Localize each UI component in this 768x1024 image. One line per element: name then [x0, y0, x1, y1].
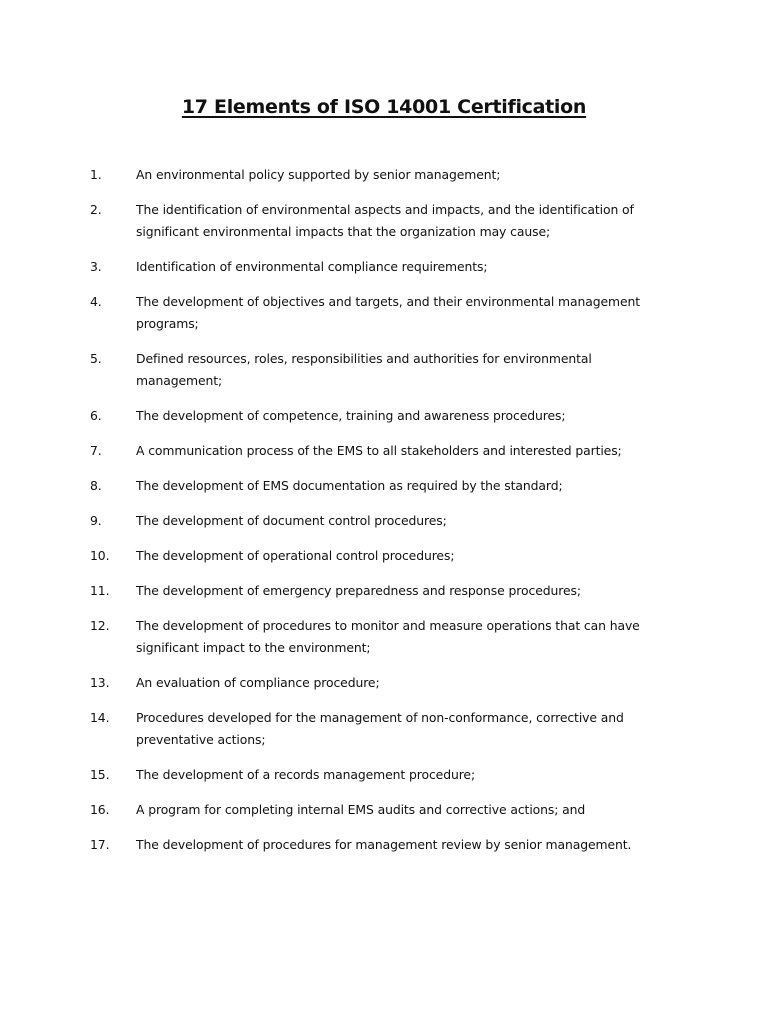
list-item-number: 10. — [90, 548, 110, 563]
list-item — [90, 615, 670, 659]
list-item — [90, 510, 670, 532]
list-item-number: 7. — [90, 443, 102, 458]
list-item-text: The development of procedures to monitor and measure operations that can have significant impact to the environment; — [136, 618, 640, 655]
list-item-number: 2. — [90, 202, 102, 217]
list-item — [90, 440, 670, 462]
list-item-number: 13. — [90, 675, 110, 690]
list-item-number: 12. — [90, 618, 110, 633]
list-item — [90, 475, 670, 497]
elements-list — [90, 164, 670, 856]
list-item — [90, 672, 670, 694]
list-item-text: The development of EMS documentation as required by the standard; — [136, 478, 563, 493]
list-item — [90, 580, 670, 602]
list-item-text: The development of procedures for management review by senior management. — [136, 837, 632, 852]
list-item-number: 17. — [90, 837, 110, 852]
list-item-number: 6. — [90, 408, 102, 423]
list-item-number: 4. — [90, 294, 102, 309]
list-item-text: The development of emergency preparedness and response procedures; — [136, 583, 581, 598]
list-item-text: The development of a records management procedure; — [136, 767, 476, 782]
list-item-text: The development of competence, training and awareness procedures; — [136, 408, 566, 423]
list-item-text: Identification of environmental compliance requirements; — [136, 259, 488, 274]
list-item-text: A program for completing internal EMS audits and corrective actions; and — [136, 802, 586, 817]
list-item — [90, 799, 670, 821]
list-item — [90, 405, 670, 427]
list-item-number: 11. — [90, 583, 110, 598]
list-item-text: The identification of environmental aspects and impacts, and the identification of significant environmental impacts that the organization may cause; — [136, 202, 634, 239]
list-item-text: A communication process of the EMS to all stakeholders and interested parties; — [136, 443, 622, 458]
list-item — [90, 291, 670, 335]
list-item-text: The development of operational control procedures; — [136, 548, 455, 563]
list-item-number: 14. — [90, 710, 110, 725]
list-item — [90, 707, 670, 751]
list-item-number: 3. — [90, 259, 102, 274]
list-item — [90, 545, 670, 567]
list-item-text: The development of objectives and targets, and their environmental management programs; — [136, 294, 641, 331]
list-item-number: 8. — [90, 478, 102, 493]
list-item-text: An evaluation of compliance procedure; — [136, 675, 380, 690]
list-item-text: Defined resources, roles, responsibilities and authorities for environmental management; — [136, 351, 592, 388]
list-item-number: 15. — [90, 767, 110, 782]
list-item — [90, 764, 670, 786]
list-item-text: The development of document control procedures; — [136, 513, 447, 528]
list-item — [90, 164, 670, 186]
list-item — [90, 834, 670, 856]
list-item-text: Procedures developed for the management of non-conformance, corrective and preventative actions; — [136, 710, 624, 747]
list-item-number: 16. — [90, 802, 110, 817]
list-item-number: 5. — [90, 351, 102, 366]
list-item-number: 1. — [90, 167, 102, 182]
list-item-number: 9. — [90, 513, 102, 528]
list-item — [90, 348, 670, 392]
list-item-text: An environmental policy supported by senior management; — [136, 167, 501, 182]
list-item — [90, 199, 670, 243]
list-item — [90, 256, 670, 278]
document-title: 17 Elements of ISO 14001 Certification — [181, 96, 587, 118]
